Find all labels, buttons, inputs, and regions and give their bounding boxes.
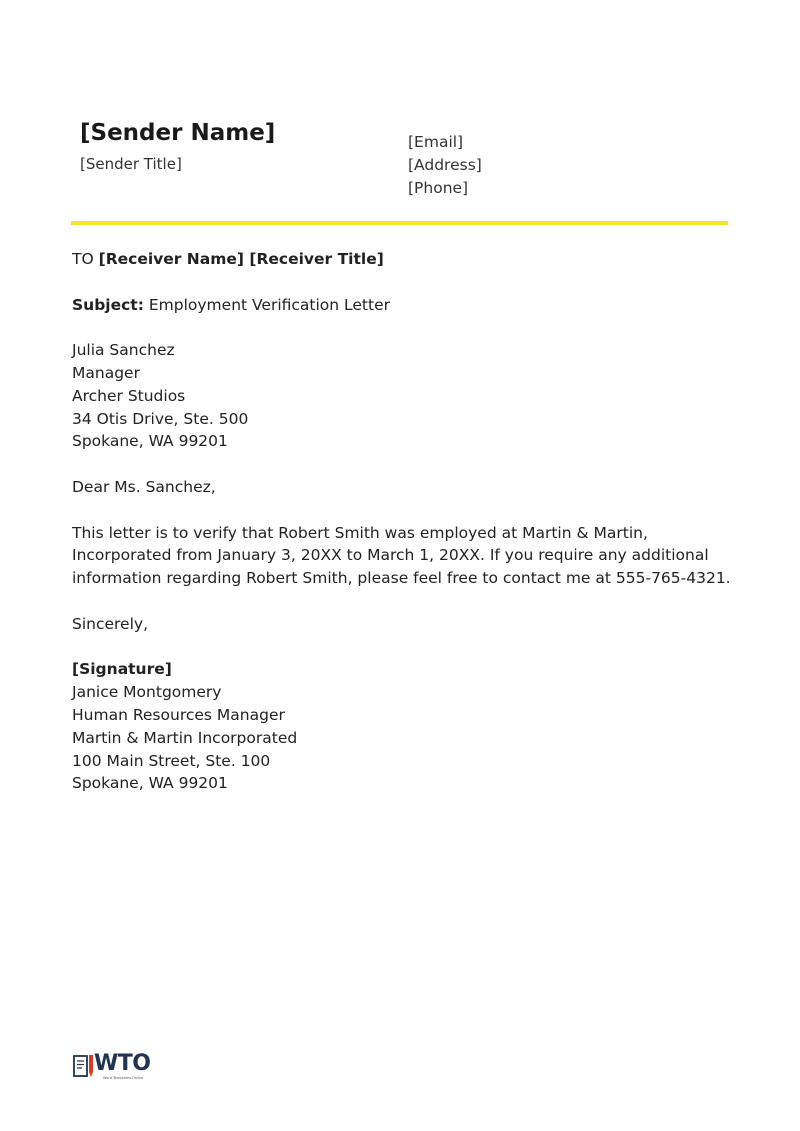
logo-text: WTO [94,1051,151,1076]
recipient-line: Archer Studios [72,386,186,405]
signature-line: Janice Montgomery [72,683,222,702]
recipient-line: Spokane, WA 99201 [72,432,228,451]
subject-line [72,294,752,317]
closing: Sincerely, [72,614,149,633]
signature-line: Human Resources Manager [72,705,285,724]
sender-title: [Sender Title] [80,155,182,173]
body-paragraph [72,522,752,590]
sender-email: [Email] [408,133,464,151]
logo-tagline: Word Templates Online [103,1076,144,1080]
signature-line: Martin & Martin Incorporated [72,728,298,747]
signature-line: Spokane, WA 99201 [72,774,228,793]
sender-phone: [Phone] [408,179,469,197]
recipient-block [72,339,752,453]
signature-label: [Signature] [72,660,172,679]
body-line: This letter is to verify that Robert Smith was employed at Martin & Martin, [72,523,648,542]
subject-label: Subject: [72,295,144,314]
document-pen-icon [73,1053,95,1081]
body-line: Incorporated from January 3, 20XX to March 1, 20XX. If you require any additional [72,546,709,565]
sender-address: [Address] [408,156,482,174]
salutation: Dear Ms. Sanchez, [72,477,216,496]
sender-name: [Sender Name] [80,120,276,146]
header-divider [71,221,728,225]
recipient-line: Julia Sanchez [72,341,175,360]
recipient-line: 34 Otis Drive, Ste. 500 [72,409,249,428]
signature-block [72,658,752,795]
sender-contact [408,131,482,200]
to-prefix: TO [72,250,94,268]
receiver-name-title: [Receiver Name] [Receiver Title] [98,250,384,268]
recipient-line: Manager [72,363,140,382]
body-line: information regarding Robert Smith, please feel free to contact me at 555-765-4321. [72,569,731,588]
wto-logo [73,1053,163,1083]
subject-text: Employment Verification Letter [148,295,390,314]
letter-body [72,248,752,795]
to-line [72,248,752,271]
signature-line: 100 Main Street, Ste. 100 [72,751,271,770]
